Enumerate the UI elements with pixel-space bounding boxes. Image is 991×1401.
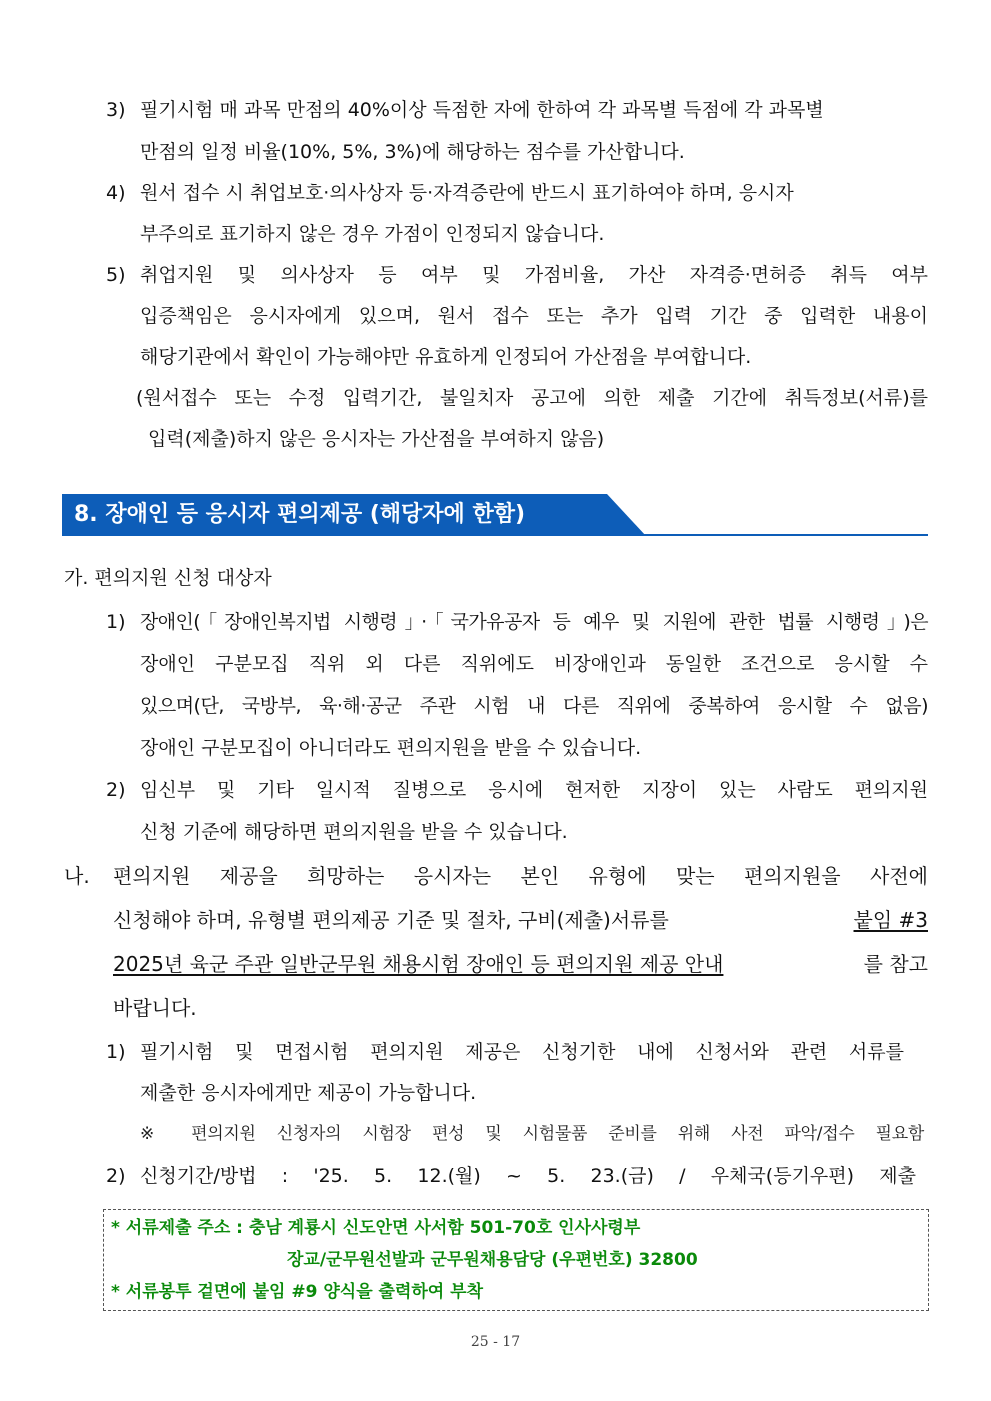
section-title: 8. 장애인 등 응시자 편의제공 (해당자에 한함) [74,502,526,527]
na-line-4: 바랍니다. [113,996,197,1020]
ga-item-1-line-2: 장애인 구분모집 직위 외 다른 직위에도 비장애인과 동일한 조건으로 응시할 수 [140,653,928,675]
na-item-1-line-1: 필기시험 및 면접시험 편의지원 제공은 신청기한 내에 신청서와 관련 서류를 [140,1041,904,1063]
na-line-3-text: 를 참고 [863,952,928,976]
item-4-line-1: 원서 접수 시 취업보호·의사상자 등·자격증란에 반드시 표기하여야 하며, 응시자 [140,182,794,204]
na-item-1-line-2: 제출한 응시자에게만 제공이 가능합니다. [140,1082,477,1104]
item-number: 4) [106,182,126,204]
item-5-line-5: 입력(제출)하지 않은 응시자는 가산점을 부여하지 않음) [148,428,605,450]
item-3-line-1: 필기시험 매 과목 만점의 40%이상 득점한 자에 한하여 각 과목별 득점에 각 과목별 [140,99,824,121]
ga-item-2-line-2: 신청 기준에 해당하면 편의지원을 받을 수 있습니다. [140,821,568,843]
reference-note: ※ 편의지원 신청자의 시험장 편성 및 시험물품 준비를 위해 사전 파악/접수 필요함 [140,1124,924,1144]
item-5-line-4: (원서접수 또는 수정 입력기간, 불일치자 공고에 의한 제출 기간에 취득정보(서류)를 [136,387,928,409]
item-number: 1) [106,611,126,633]
guide-document-title: 2025년 육군 주관 일반군무원 채용시험 장애인 등 편의지원 제공 안내 [113,952,724,976]
subsection-label-na: 나. [64,864,90,888]
item-number: 2) [106,1165,126,1187]
item-4-line-2: 부주의로 표기하지 않은 경우 가점이 인정되지 않습니다. [140,223,605,245]
item-5-line-3: 해당기관에서 확인이 가능해야만 유효하게 인정되어 가산점을 부여합니다. [140,346,752,368]
na-line-2 [113,906,928,934]
ga-item-2-line-1: 임신부 및 기타 일시적 질병으로 응시에 현저한 지장이 있는 사람도 편의지원 [140,779,928,801]
section-underline [62,534,928,536]
item-5-line-1: 취업지원 및 의사상자 등 여부 및 가점비율, 가산 자격증·면허증 취득 여부 [140,264,928,286]
attachment-3-reference: 붙임 #3 [853,908,928,932]
item-number: 2) [106,779,126,801]
item-number: 1) [106,1041,126,1063]
item-5-line-2: 입증책임은 응시자에게 있으며, 원서 접수 또는 추가 입력 기간 중 입력한 내용이 [140,305,928,327]
item-number: 5) [106,264,126,286]
ga-item-1-line-1: 장애인(「장애인복지법 시행령」·「국가유공자 등 예우 및 지원에 관한 법률 시행령」)은 [140,611,928,633]
submission-address-line: * 서류제출 주소 : 충남 계룡시 신도안면 사서함 501-70호 인사사령부 [111,1218,641,1238]
section-header [62,494,928,536]
envelope-instruction: * 서류봉투 겉면에 붙임 #9 양식을 출력하여 부착 [111,1282,483,1302]
submission-info-box [103,1209,929,1311]
ga-item-1-line-4: 장애인 구분모집이 아니더라도 편의지원을 받을 수 있습니다. [140,737,642,759]
na-item-2-line-1: 신청기간/방법 : '25. 5. 12.(월) ~ 5. 23.(금) / 우체국(등기우편) 제출 [140,1165,916,1187]
item-number: 3) [106,99,126,121]
page-number: 25 - 17 [470,1334,521,1350]
submission-address-line-2: 장교/군무원선발과 군무원채용담당 (우편번호) 32800 [287,1250,698,1270]
na-line-2-text: 신청해야 하며, 유형별 편의제공 기준 및 절차, 구비(제출)서류를 [113,908,669,932]
item-3-line-2: 만점의 일정 비율(10%, 5%, 3%)에 해당하는 점수를 가산합니다. [140,141,685,163]
na-line-1: 편의지원 제공을 희망하는 응시자는 본인 유형에 맞는 편의지원을 사전에 [113,864,928,888]
na-line-3 [113,950,928,978]
subsection-heading-ga: 가. 편의지원 신청 대상자 [64,567,272,589]
ga-item-1-line-3: 있으며(단, 국방부, 육·해·공군 주관 시험 내 다른 직위에 중복하여 응시할 수 없음) [140,695,928,717]
